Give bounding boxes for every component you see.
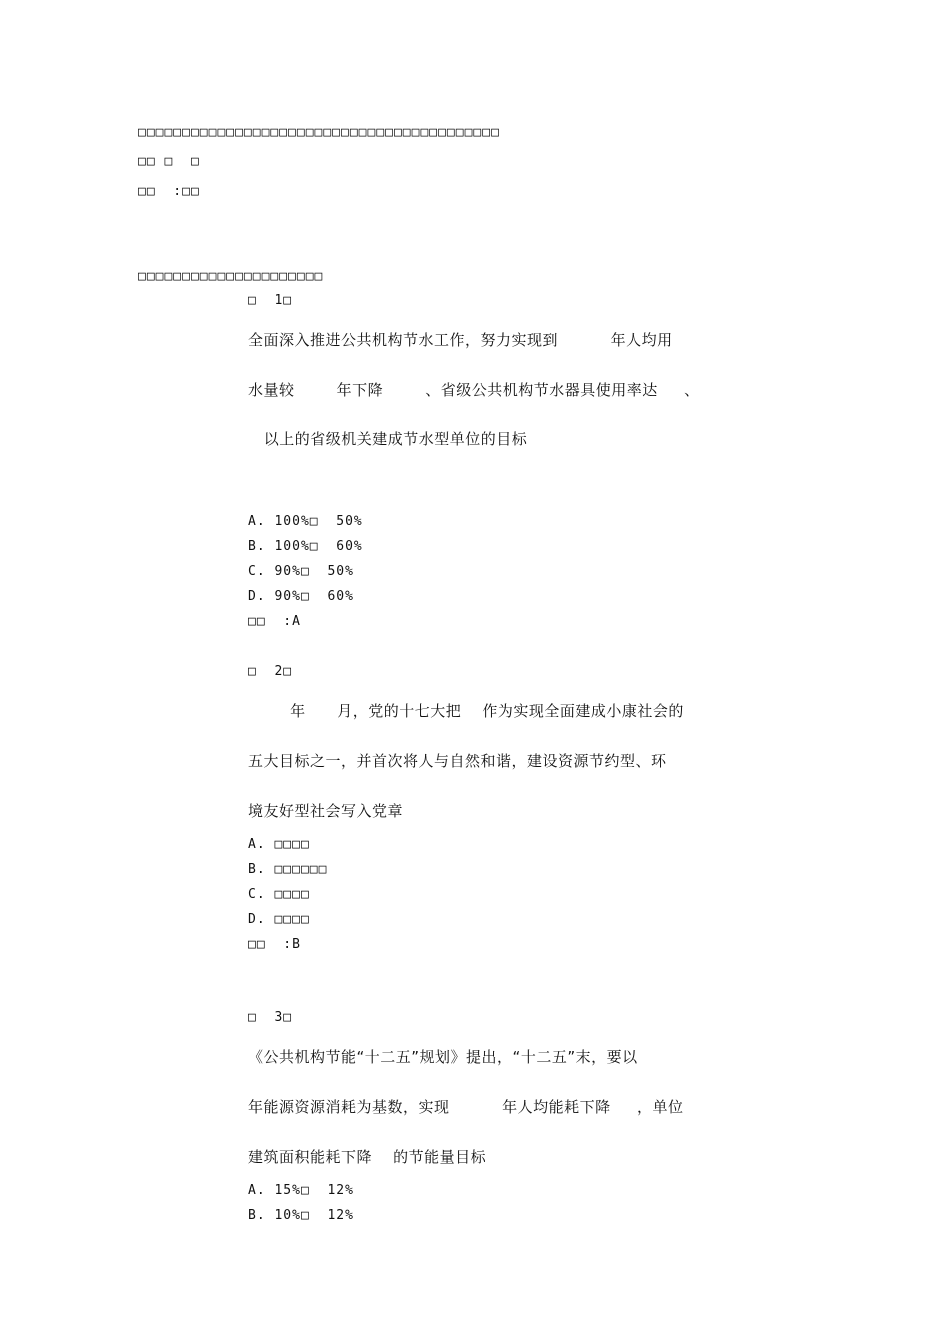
option-c: C. □□□□: [248, 887, 310, 902]
answer: □□ :A: [248, 614, 301, 629]
option-a: A. 100%□ 50%: [248, 514, 363, 529]
option-d: D. □□□□: [248, 912, 310, 927]
header-line-1: □□□□□□□□□□□□□□□□□□□□□□□□□□□□□□□□□□□□□□□□□: [138, 125, 500, 140]
question-text-line: 全面深入推进公共机构节水工作，努力实现到 年人均用: [248, 331, 673, 349]
option-a: A. □□□□: [248, 837, 310, 852]
option-c: C. 90%□ 50%: [248, 564, 354, 579]
question-text-line: 五大目标之一，并首次将人与自然和谐，建设资源节约型、环: [248, 752, 667, 770]
question-text-line: 境友好型社会写入党章: [248, 802, 404, 820]
question-number: □ 3□: [248, 1010, 293, 1025]
option-b: B. 100%□ 60%: [248, 539, 363, 554]
question-text-line: 建筑面积能耗下降 的节能量目标: [248, 1148, 487, 1166]
answer: □□ :B: [248, 937, 301, 952]
option-a: A. 15%□ 12%: [248, 1183, 354, 1198]
header-line-3: □□ :□□: [138, 184, 200, 199]
option-d: D. 90%□ 60%: [248, 589, 354, 604]
question-text-line: 以上的省级机关建成节水型单位的目标: [248, 430, 528, 448]
question-number: □ 2□: [248, 664, 293, 679]
header-line-2: □□ □ □: [138, 154, 200, 169]
question-number: □ 1□: [248, 293, 293, 308]
section-title: □□□□□□□□□□□□□□□□□□□□□: [138, 269, 324, 284]
question-text-line: 《公共机构节能“十二五”规划》提出，“十二五”末，要以: [248, 1048, 638, 1066]
question-text-line: 水量较 年下降 、省级公共机构节水器具使用率达 、: [248, 381, 700, 399]
option-b: B. □□□□□□: [248, 862, 328, 877]
question-text-line: 年能源资源消耗为基数，实现 年人均能耗下降 ，单位: [248, 1098, 684, 1116]
question-text-line: 年 月，党的十七大把 作为实现全面建成小康社会的: [248, 702, 684, 720]
option-b: B. 10%□ 12%: [248, 1208, 354, 1223]
